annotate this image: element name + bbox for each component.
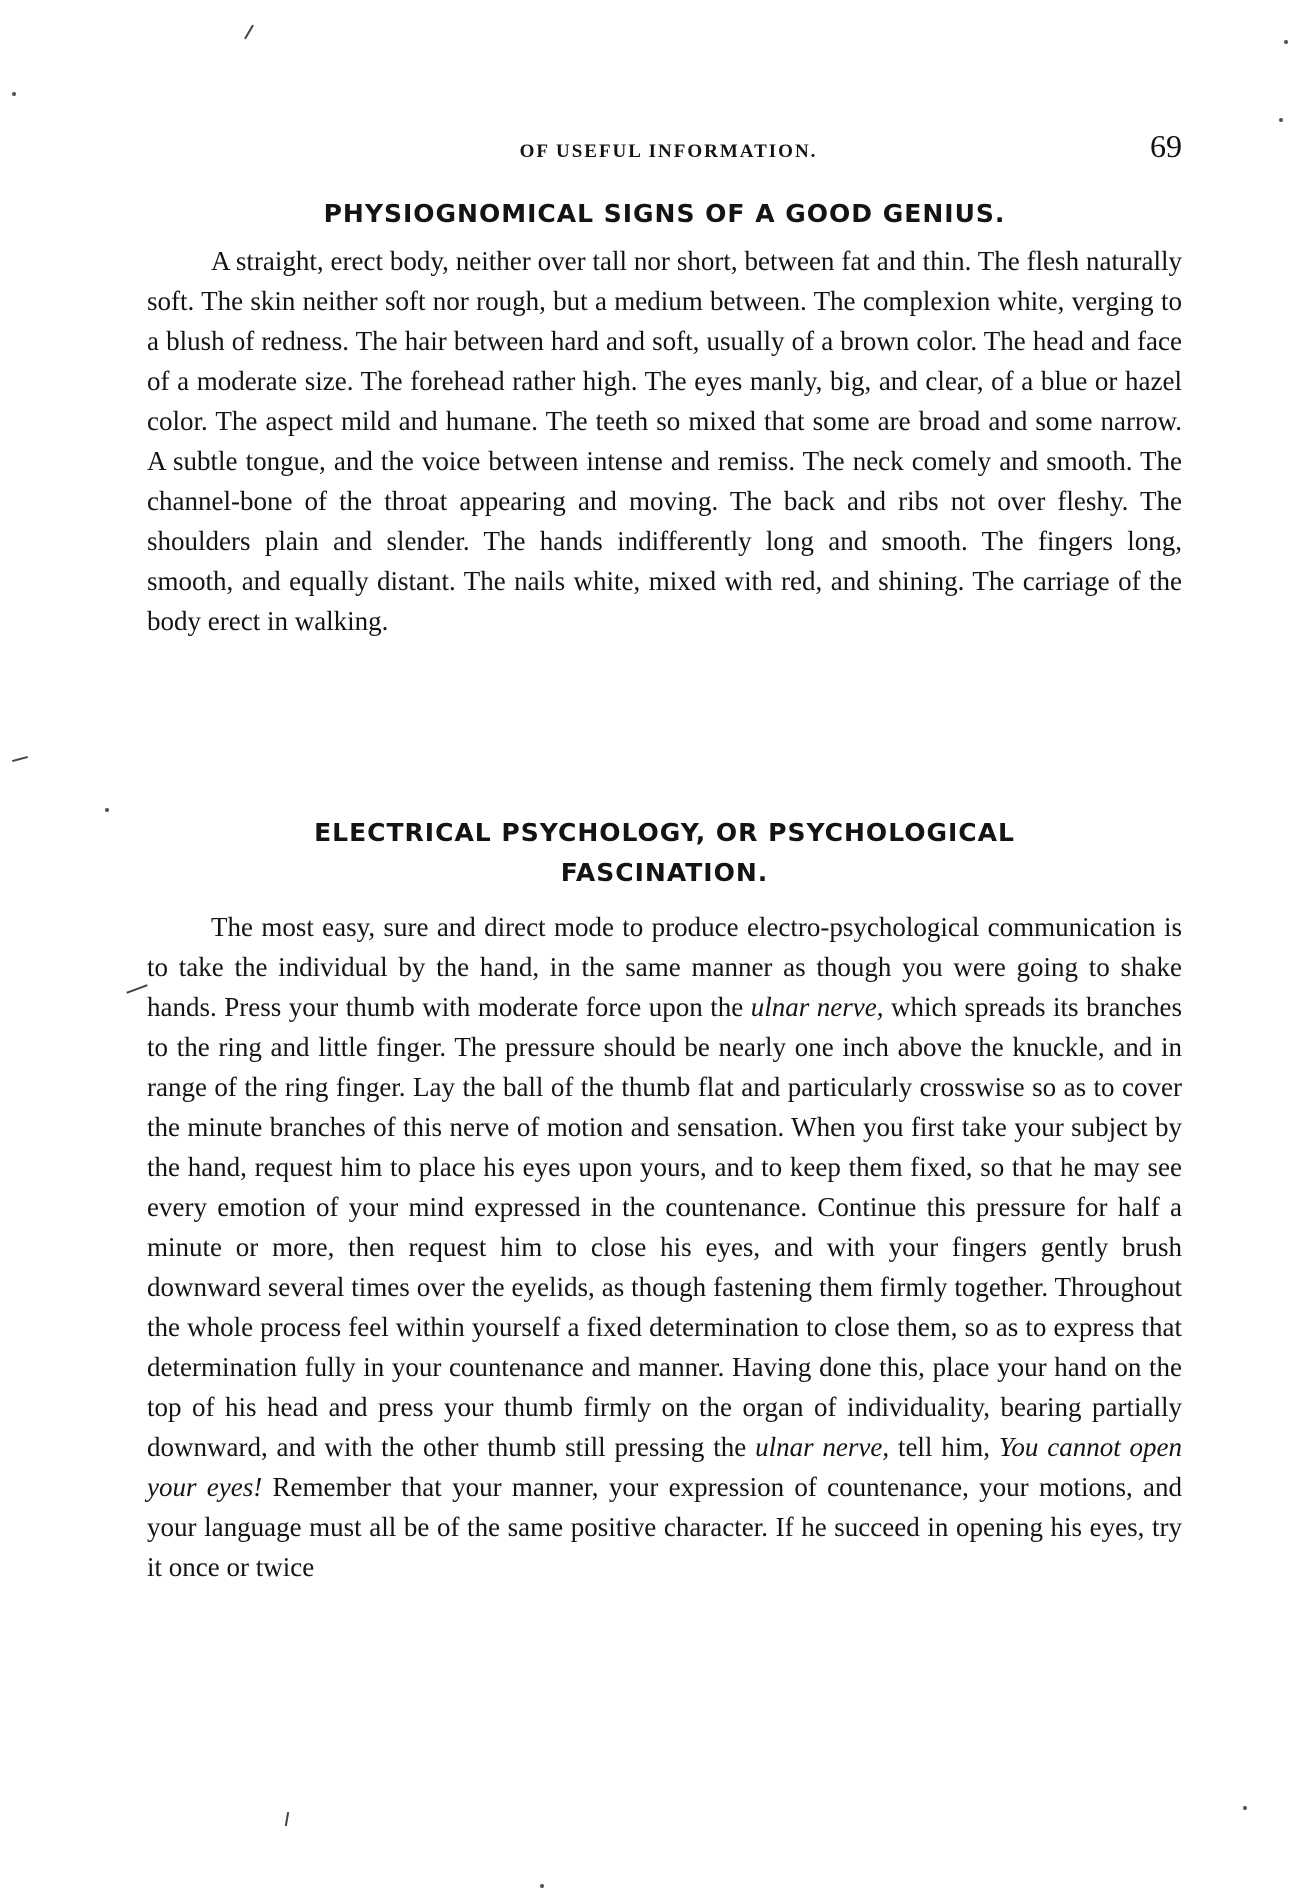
section-heading-physiognomical: PHYSIOGNOMICAL SIGNS OF A GOOD GENIUS. [323,199,1006,228]
paragraph [147,907,1182,1587]
text-segment: The most easy, sure and direct mode to produce electro-psychological communication is to take the individual by the hand, in the same manner as though you were going to shake hands. Press your thumb with moderate force upon the [147,912,1182,1022]
running-head [147,128,1182,165]
page-number: 69 [1150,128,1182,164]
scan-speck [1243,1806,1247,1810]
scan-speck [12,92,16,96]
scan-speck [105,808,109,812]
paragraph: A straight, erect body, neither over tall nor short, between fat and thin. The flesh naturally soft. The skin neither soft nor rough, but a medium between. The complexion white, verging to a blush of redness. The hair between hard and soft, usually of a brown color. The head and face of a moderate size. The forehead rather high. The eyes manly, big, and clear, of a blue or hazel color. The aspect mild and humane. The teeth so mixed that some are broad and some narrow. A subtle tongue, and the voice between intense and remiss. The neck comely and smooth. The channel-bone of the throat appearing and moving. The back and ribs not over fleshy. The shoulders plain and slender. The hands indifferently long and smooth. The fingers long, smooth, and equally distant. The nails white, mixed with red, and shining. The carriage of the body erect in walking. [147,246,1182,636]
italic-term: ulnar nerve, [755,1432,890,1462]
section-heading-electrical-psychology [147,813,1182,893]
text-segment: which spreads its branches to the ring and little finger. The pressure should be nearly one inch above the knuckle, and in range of the ring finger. Lay the ball of the thumb flat and particularly crosswise so as to cover the minute branches of this nerve of motion and sensation. When you first take your subject by the hand, request him to place his eyes upon yours, and to keep them fixed, so that he may see every emotion of your mind expressed in the countenance. Continue this pressure for half a minute or more, then request him to close his eyes, and with your fingers gently brush downward several times over the eyelids, as though fastening them firmly together. Throughout the whole process feel within yourself a fixed determination to close them, so as to express that determination fully in your countenance and manner. Having done this, place your hand on the top of his head and press your thumb firmly on the organ of individuality, bearing partially downward, and with the other thumb still pressing the [147,992,1183,1462]
italic-term: ulnar nerve, [750,992,884,1022]
text-segment: tell him, [889,1432,999,1462]
scan-mark [285,1812,289,1826]
scan-mark [126,984,147,993]
section-body-physiognomical [147,241,1182,641]
text-segment: Remember that your manner, your expression of countenance, your motions, and your language must all be of the same positive character. If he succeed in opening his eyes, try it once or twice [147,1472,1182,1582]
italic-quote: You cannot open your eyes! [147,1432,1182,1502]
scan-speck [1284,40,1288,44]
section-body-electrical-psychology [147,907,1182,1587]
scan-mark [244,25,254,40]
scan-speck [1279,118,1283,122]
scan-speck [540,1884,544,1888]
heading-line: FASCINATION. [560,858,769,887]
scan-mark [12,756,28,762]
running-title: OF USEFUL INFORMATION. [519,141,818,162]
heading-line: ELECTRICAL PSYCHOLOGY, OR PSYCHOLOGICAL [314,818,1015,847]
